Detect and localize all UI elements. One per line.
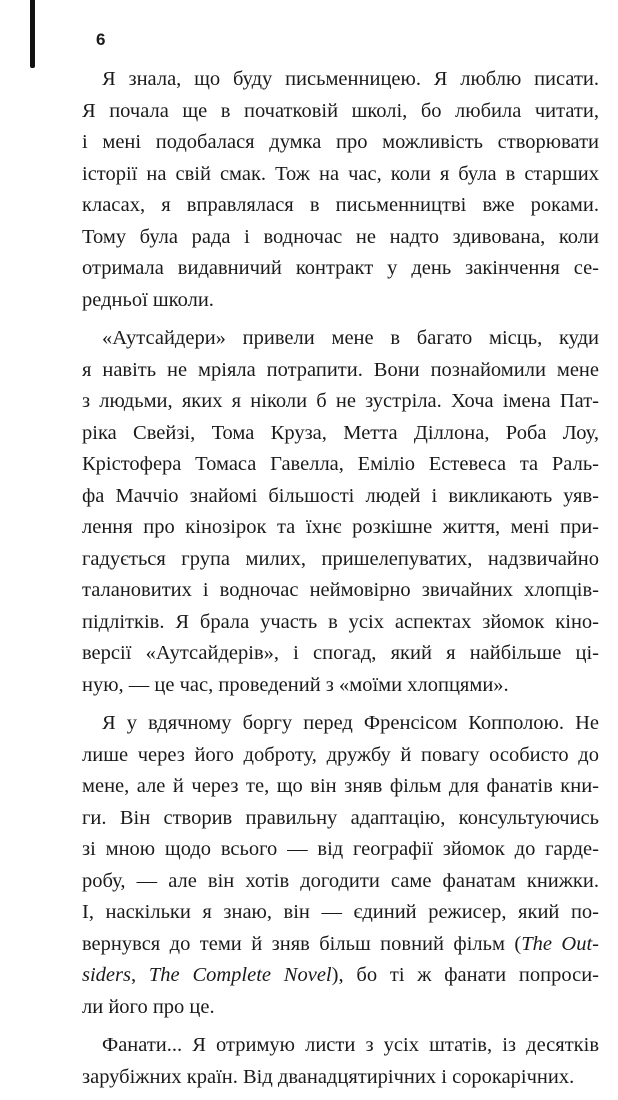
text-line: зі мною щодо всього — від географії зйомок до гарде- <box>82 838 599 860</box>
text-line: талановитих і водночас неймовірно звичайних хлопців- <box>82 579 599 601</box>
text-line-with-title <box>82 960 599 992</box>
text-line: ріка Свейзі, Тома Круза, Метта Діллона, Роба Лоу, <box>82 421 599 444</box>
text-line: ную, — це час, проведений з «моїми хлопцями». <box>82 673 509 696</box>
text-line: фа Маччіо знайомі більшості людей і викликають уяв- <box>82 484 599 507</box>
text-line: історії на свій смак. Тож на час, коли я була в старших <box>82 162 599 185</box>
paragraph <box>82 708 599 1023</box>
text-line: я навіть не мріяла потрапити. Вони познайомили мене <box>82 358 599 381</box>
text-line: отримала видавничий контракт у день закінчення се- <box>82 257 599 279</box>
text-segment: , <box>130 964 149 986</box>
text-line: ли його про це. <box>82 995 215 1018</box>
text-line: з людьми, яких я ніколи б не зустріла. Хоча імена Пат- <box>82 390 599 412</box>
text-line-with-title <box>82 929 599 961</box>
text-line: і мені подобалася думка про можливість створювати <box>82 131 599 153</box>
text-line: мене, але й через те, що він зняв фільм для фанатів кни- <box>82 775 599 797</box>
text-line: зарубіжних країн. Від дванадцятирічних і сорокарічних. <box>82 1065 575 1088</box>
text-line: лення про кінозірок та їхнє розкішне життя, мені при- <box>82 516 599 538</box>
text-line: класах, я вправлялася в письменництві вже роками. <box>82 194 599 216</box>
text-line: Я знала, що буду письменницею. Я люблю писати. <box>102 68 599 90</box>
paragraph <box>82 323 599 701</box>
text-segment: вернувся до теми й зняв більш повний фільм ( <box>82 932 522 955</box>
text-line: Крістофера Томаса Гавелла, Еміліо Естевеса та Раль- <box>82 453 599 475</box>
text-line: лише через його доброту, дружбу й повагу особисто до <box>82 743 599 766</box>
text-line: ги. Він створив правильну адаптацію, консультуючись <box>82 806 599 829</box>
text-line: І, наскільки я знаю, він — єдиний режисер, який по- <box>82 901 599 923</box>
text-line: редньої школи. <box>82 288 214 311</box>
page-number: 6 <box>96 30 106 49</box>
paragraph <box>82 1030 599 1093</box>
film-title: The Complete Novel <box>148 964 332 986</box>
text-line: версії «Аутсайдерів», і спогад, який я найбільше ці- <box>82 642 599 664</box>
text-line: робу, — але він хотів догодити саме фанатам книжки. <box>82 869 599 892</box>
film-title: siders <box>82 964 131 986</box>
page-edge-mark <box>30 0 35 68</box>
text-line: гадується група милих, пришелепуватих, надзвичайно <box>82 547 599 570</box>
text-line: «Аутсайдери» привели мене в багато місць, куди <box>102 327 599 349</box>
text-line: Я почала ще в початковій школі, бо любила читати, <box>82 99 599 122</box>
film-title: The Out- <box>521 932 599 955</box>
text-line: підлітків. Я брала участь в усіх аспектах зйомок кіно- <box>82 610 599 633</box>
text-line: Тому була рада і водночас не надто здивована, коли <box>82 225 599 248</box>
text-segment: ), бо ті ж фанати попроси- <box>331 964 600 986</box>
paragraph <box>82 64 599 316</box>
text-line: Фанати... Я отримую листи з усіх штатів, із десятків <box>102 1034 599 1056</box>
body-text <box>82 64 599 1100</box>
text-line: Я у вдячному боргу перед Френсісом Копполою. Не <box>102 712 599 734</box>
